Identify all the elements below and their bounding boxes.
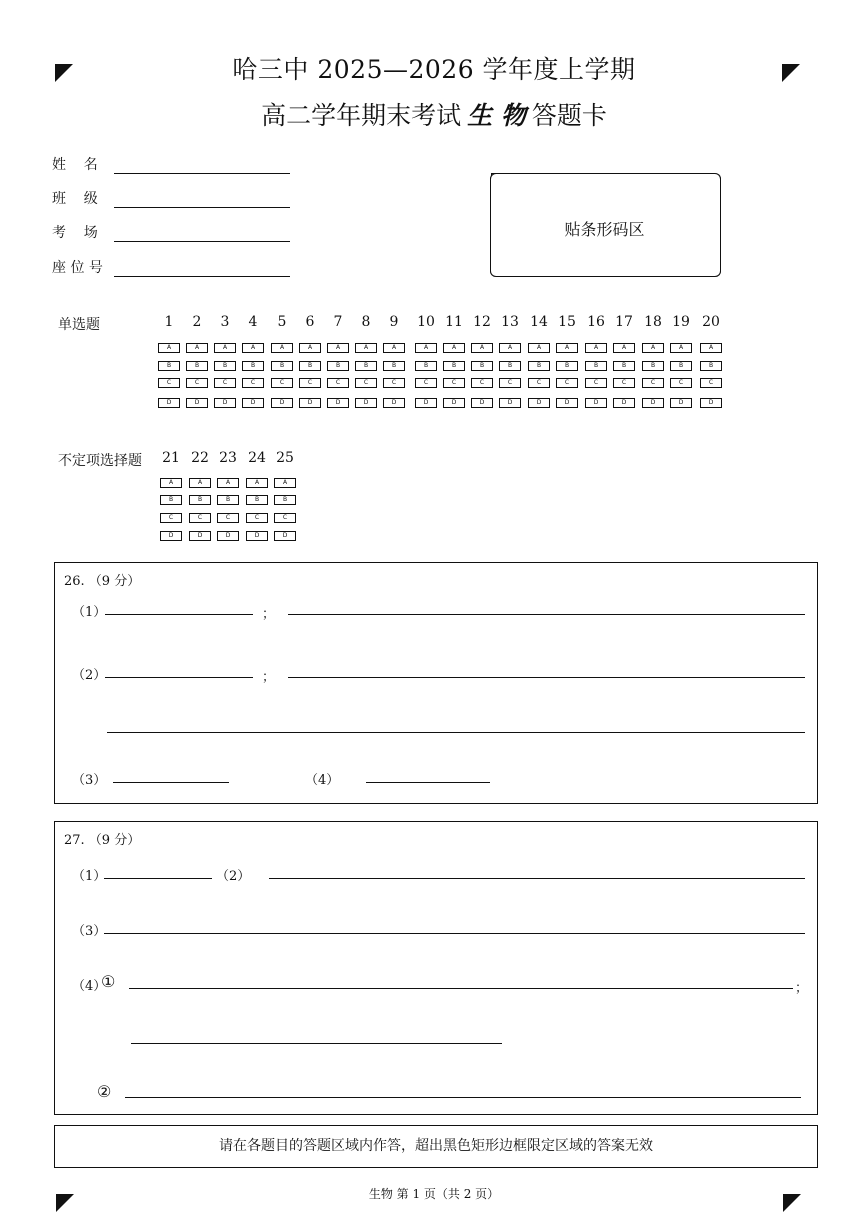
option-bubble-b[interactable]: B (670, 361, 692, 371)
option-bubble-d[interactable]: D (355, 398, 377, 408)
q27-part1-label: （1） (72, 869, 107, 884)
option-bubble-d[interactable]: D (613, 398, 635, 408)
barcode-bottom-edge (490, 268, 721, 277)
option-bubble-a[interactable]: A (246, 478, 268, 488)
subtitle-subject: 生 物 (467, 101, 526, 130)
option-bubble-c[interactable]: C (299, 378, 321, 388)
option-bubble-d[interactable]: D (327, 398, 349, 408)
option-bubble-b[interactable]: B (443, 361, 465, 371)
option-bubble-c[interactable]: C (613, 378, 635, 388)
multi-choice-label: 不定项选择题 (58, 453, 142, 469)
q27-part4-1-blank-a[interactable] (129, 988, 793, 989)
q26-part1-blank-b[interactable] (288, 614, 805, 615)
question-number: 3 (220, 314, 230, 330)
q26-part1-label: （1） (72, 605, 107, 620)
option-bubble-d[interactable]: D (246, 531, 268, 541)
q27-part4-circle-2: ② (97, 1082, 112, 1101)
question-number: 21 (162, 450, 180, 466)
option-bubble-a[interactable]: A (613, 343, 635, 353)
option-bubble-c[interactable]: C (217, 513, 239, 523)
q26-part2-blank-b[interactable] (288, 677, 805, 678)
barcode-label: 贴条形码区 (564, 220, 645, 239)
option-bubble-d[interactable]: D (556, 398, 578, 408)
option-bubble-a[interactable]: A (443, 343, 465, 353)
q27-part2-label: （2） (216, 869, 251, 884)
question-number: 12 (473, 314, 491, 330)
option-bubble-c[interactable]: C (355, 378, 377, 388)
option-bubble-c[interactable]: C (271, 378, 293, 388)
option-bubble-d[interactable]: D (700, 398, 722, 408)
option-bubble-d[interactable]: D (443, 398, 465, 408)
q26-part2-blank-c[interactable] (107, 732, 805, 733)
q26-answer-box (54, 562, 818, 804)
name-input-line[interactable] (114, 159, 290, 174)
q27-part4-1-end: ； (795, 981, 809, 996)
option-bubble-a[interactable]: A (415, 343, 437, 353)
option-bubble-c[interactable]: C (246, 513, 268, 523)
option-bubble-d[interactable]: D (158, 398, 180, 408)
question-number: 24 (248, 450, 266, 466)
option-bubble-a[interactable]: A (355, 343, 377, 353)
page-title: 哈三中 2025—2026 学年度上学期 (232, 55, 636, 84)
option-bubble-c[interactable]: C (415, 378, 437, 388)
option-bubble-c[interactable]: C (160, 513, 182, 523)
option-bubble-c[interactable]: C (443, 378, 465, 388)
q27-answer-box (54, 821, 818, 1115)
question-number: 17 (615, 314, 633, 330)
q26-part2-sep: ； (262, 670, 276, 685)
option-bubble-d[interactable]: D (670, 398, 692, 408)
question-number: 20 (702, 314, 720, 330)
question-number: 4 (248, 314, 258, 330)
option-bubble-c[interactable]: C (383, 378, 405, 388)
option-bubble-a[interactable]: A (528, 343, 550, 353)
q26-part1-sep: ； (262, 607, 276, 622)
option-bubble-b[interactable]: B (158, 361, 180, 371)
option-bubble-b[interactable]: B (355, 361, 377, 371)
option-bubble-b[interactable]: B (214, 361, 236, 371)
option-bubble-b[interactable]: B (700, 361, 722, 371)
option-bubble-b[interactable]: B (186, 361, 208, 371)
option-bubble-d[interactable]: D (299, 398, 321, 408)
option-bubble-b[interactable]: B (471, 361, 493, 371)
option-bubble-a[interactable]: A (217, 478, 239, 488)
exam-room-field (52, 222, 290, 242)
option-bubble-b[interactable]: B (613, 361, 635, 371)
option-bubble-a[interactable]: A (158, 343, 180, 353)
question-number: 14 (530, 314, 548, 330)
option-bubble-c[interactable]: C (242, 378, 264, 388)
question-number: 16 (587, 314, 605, 330)
option-bubble-d[interactable]: D (186, 398, 208, 408)
exam-room-input-line[interactable] (114, 227, 290, 242)
option-bubble-d[interactable]: D (383, 398, 405, 408)
question-number: 19 (672, 314, 690, 330)
option-bubble-d[interactable]: D (642, 398, 664, 408)
seat-number-input-line[interactable] (114, 262, 290, 277)
question-number: 5 (277, 314, 287, 330)
q26-part4-blank[interactable] (366, 782, 490, 783)
answer-area-notice: 请在各题目的答题区域内作答，超出黑色矩形边框限定区域的答案无效 (54, 1125, 818, 1168)
option-bubble-a[interactable]: A (642, 343, 664, 353)
option-bubble-c[interactable]: C (642, 378, 664, 388)
option-bubble-d[interactable]: D (271, 398, 293, 408)
option-bubble-a[interactable]: A (327, 343, 349, 353)
option-bubble-c[interactable]: C (700, 378, 722, 388)
question-number: 18 (644, 314, 662, 330)
option-bubble-b[interactable]: B (217, 495, 239, 505)
option-bubble-a[interactable]: A (186, 343, 208, 353)
question-number: 11 (445, 314, 463, 330)
option-bubble-b[interactable]: B (585, 361, 607, 371)
q27-part4-2-blank[interactable] (125, 1097, 801, 1098)
exam-room-label: 考 场 (52, 225, 98, 241)
barcode-top-edge (490, 173, 721, 182)
option-bubble-a[interactable]: A (274, 478, 296, 488)
question-number: 7 (333, 314, 343, 330)
subtitle-post: 答题卡 (531, 101, 607, 130)
question-number: 9 (389, 314, 399, 330)
option-bubble-b[interactable]: B (528, 361, 550, 371)
seat-number-label: 座 位 号 (52, 260, 103, 276)
q27-part4-circle-1: ① (101, 972, 116, 991)
option-bubble-c[interactable]: C (327, 378, 349, 388)
option-bubble-c[interactable]: C (186, 378, 208, 388)
option-bubble-d[interactable]: D (528, 398, 550, 408)
page-subtitle (0, 96, 868, 132)
option-bubble-a[interactable]: A (585, 343, 607, 353)
option-bubble-c[interactable]: C (556, 378, 578, 388)
name-label: 姓 名 (52, 157, 98, 173)
option-bubble-b[interactable]: B (642, 361, 664, 371)
option-bubble-a[interactable]: A (700, 343, 722, 353)
option-bubble-d[interactable]: D (189, 531, 211, 541)
q27-part4-1-blank-b[interactable] (131, 1043, 502, 1044)
option-bubble-d[interactable]: D (499, 398, 521, 408)
option-bubble-d[interactable]: D (214, 398, 236, 408)
q27-part3-blank[interactable] (104, 933, 805, 934)
option-bubble-a[interactable]: A (383, 343, 405, 353)
option-bubble-b[interactable]: B (160, 495, 182, 505)
option-bubble-a[interactable]: A (271, 343, 293, 353)
question-number: 2 (192, 314, 202, 330)
option-bubble-a[interactable]: A (670, 343, 692, 353)
option-bubble-b[interactable]: B (246, 495, 268, 505)
option-bubble-b[interactable]: B (271, 361, 293, 371)
single-choice-label: 单选题 (58, 317, 100, 333)
class-label: 班 级 (52, 191, 98, 207)
question-number: 15 (558, 314, 576, 330)
option-bubble-b[interactable]: B (383, 361, 405, 371)
option-bubble-b[interactable]: B (556, 361, 578, 371)
option-bubble-c[interactable]: C (670, 378, 692, 388)
option-bubble-b[interactable]: B (274, 495, 296, 505)
question-number: 8 (361, 314, 371, 330)
q27-part4-label: （4） (72, 979, 107, 994)
q26-part4-label: （4） (305, 773, 340, 788)
option-bubble-b[interactable]: B (499, 361, 521, 371)
option-bubble-a[interactable]: A (160, 478, 182, 488)
seat-number-field (52, 257, 290, 277)
option-bubble-b[interactable]: B (242, 361, 264, 371)
q26-part2-blank-a[interactable] (105, 677, 253, 678)
page-footer: 生物 第 1 页（共 2 页） (368, 1187, 500, 1201)
class-input-line[interactable] (114, 193, 290, 208)
option-bubble-d[interactable]: D (415, 398, 437, 408)
q27-part3-label: （3） (72, 924, 107, 939)
option-bubble-a[interactable]: A (214, 343, 236, 353)
option-bubble-d[interactable]: D (217, 531, 239, 541)
option-bubble-d[interactable]: D (471, 398, 493, 408)
question-number: 6 (305, 314, 315, 330)
question-number: 1 (164, 314, 174, 330)
q26-part3-label: （3） (72, 773, 107, 788)
option-bubble-b[interactable]: B (415, 361, 437, 371)
q27-title: 27. （9 分） (64, 833, 141, 848)
q26-part2-label: （2） (72, 668, 107, 683)
option-bubble-b[interactable]: B (299, 361, 321, 371)
option-bubble-c[interactable]: C (585, 378, 607, 388)
option-bubble-d[interactable]: D (585, 398, 607, 408)
option-bubble-c[interactable]: C (499, 378, 521, 388)
option-bubble-c[interactable]: C (158, 378, 180, 388)
question-number: 13 (501, 314, 519, 330)
option-bubble-b[interactable]: B (327, 361, 349, 371)
question-number: 23 (219, 450, 237, 466)
option-bubble-a[interactable]: A (299, 343, 321, 353)
option-bubble-a[interactable]: A (499, 343, 521, 353)
question-number: 10 (417, 314, 435, 330)
option-bubble-d[interactable]: D (160, 531, 182, 541)
q27-part1-blank[interactable] (104, 878, 212, 879)
option-bubble-b[interactable]: B (189, 495, 211, 505)
class-field (52, 188, 290, 208)
subtitle-pre: 高二学年期末考试 (261, 101, 462, 130)
option-bubble-d[interactable]: D (242, 398, 264, 408)
question-number: 25 (276, 450, 294, 466)
option-bubble-c[interactable]: C (274, 513, 296, 523)
q27-part2-blank[interactable] (269, 878, 805, 879)
option-bubble-a[interactable]: A (242, 343, 264, 353)
option-bubble-d[interactable]: D (274, 531, 296, 541)
q26-part3-blank[interactable] (113, 782, 229, 783)
option-bubble-a[interactable]: A (189, 478, 211, 488)
option-bubble-a[interactable]: A (556, 343, 578, 353)
option-bubble-c[interactable]: C (214, 378, 236, 388)
q26-part1-blank-a[interactable] (105, 614, 253, 615)
q26-title: 26. （9 分） (64, 574, 141, 589)
option-bubble-c[interactable]: C (189, 513, 211, 523)
question-number: 22 (191, 450, 209, 466)
name-field (52, 154, 290, 174)
option-bubble-c[interactable]: C (528, 378, 550, 388)
option-bubble-a[interactable]: A (471, 343, 493, 353)
option-bubble-c[interactable]: C (471, 378, 493, 388)
